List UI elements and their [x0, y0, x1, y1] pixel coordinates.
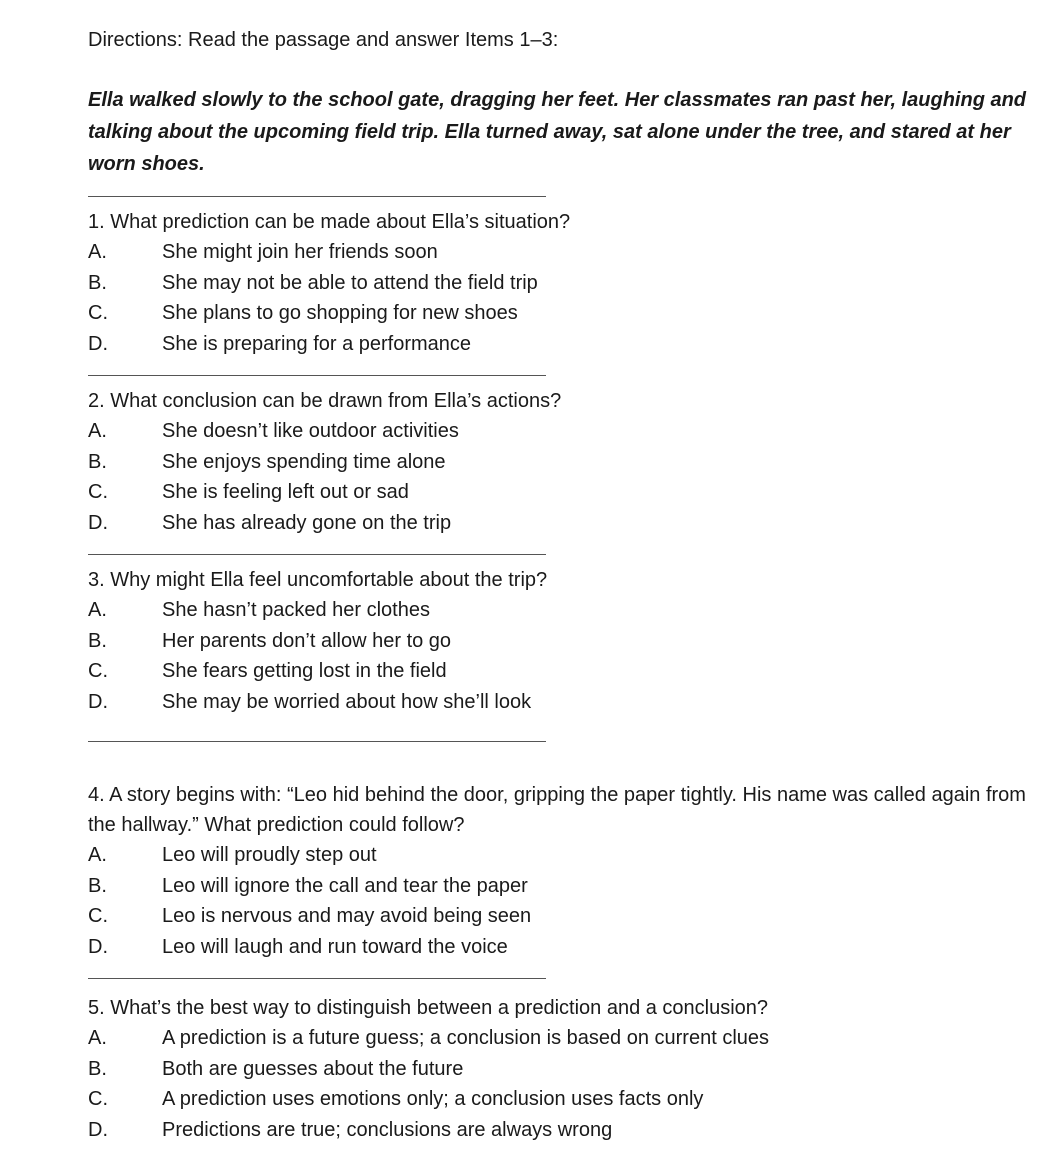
option-b: [88, 871, 1048, 902]
option-text: She plans to go shopping for new shoes: [162, 302, 518, 324]
option-text: She may not be able to attend the field trip: [162, 271, 538, 294]
option-letter: D.: [88, 332, 108, 355]
option-letter: A.: [88, 599, 107, 621]
option-letter: D.: [88, 935, 108, 958]
question-5: [88, 993, 1048, 1145]
option-c: [88, 901, 1048, 932]
divider: [88, 978, 546, 979]
option-text: Her parents don’t allow her to go: [162, 629, 452, 652]
option-letter: A.: [88, 1027, 107, 1049]
option-letter: D.: [88, 1118, 108, 1141]
option-text: Leo will proudly step out: [162, 844, 377, 866]
divider: [88, 741, 546, 742]
option-b: [88, 268, 1048, 299]
option-a: [88, 1023, 1048, 1054]
option-text: She has already gone on the trip: [162, 511, 452, 534]
divider: [88, 196, 546, 197]
options-list: [88, 1023, 1048, 1145]
question-text: 4. A story begins with: “Leo hid behind the door, gripping the paper tightly. His name was called again from the hallway.” What prediction could follow?: [88, 784, 1026, 836]
question-text: 1. What prediction can be made about Ella’s situation?: [88, 211, 571, 233]
option-d: [88, 508, 1048, 539]
option-letter: C.: [88, 660, 108, 682]
option-c: [88, 477, 1048, 508]
option-b: [88, 626, 1048, 657]
option-letter: B.: [88, 874, 107, 897]
question-1: [88, 207, 1048, 359]
option-c: [88, 656, 1048, 687]
option-a: [88, 595, 1048, 626]
options-list: [88, 840, 1048, 962]
divider: [88, 375, 546, 376]
option-text: A prediction uses emotions only; a conclusion uses facts only: [162, 1088, 704, 1110]
options-list: [88, 237, 1048, 359]
option-c: [88, 298, 1048, 329]
option-text: She is feeling left out or sad: [162, 481, 409, 503]
option-text: Both are guesses about the future: [162, 1057, 464, 1080]
options-list: [88, 595, 1048, 717]
directions: Directions: Read the passage and answer Items 1–3:: [88, 29, 559, 51]
options-list: [88, 416, 1048, 538]
option-c: [88, 1084, 1048, 1115]
option-text: Leo will ignore the call and tear the paper: [162, 874, 528, 897]
option-letter: C.: [88, 905, 108, 927]
option-letter: A.: [88, 420, 107, 442]
option-text: She might join her friends soon: [162, 241, 438, 263]
option-b: [88, 447, 1048, 478]
option-letter: D.: [88, 511, 108, 534]
worksheet: [88, 26, 1048, 1145]
option-d: [88, 932, 1048, 963]
option-letter: B.: [88, 1057, 107, 1080]
option-text: A prediction is a future guess; a conclusion is based on current clues: [162, 1027, 770, 1049]
option-letter: C.: [88, 481, 108, 503]
divider: [88, 554, 546, 555]
option-text: Leo is nervous and may avoid being seen: [162, 905, 532, 927]
option-d: [88, 1115, 1048, 1146]
question-text: 2. What conclusion can be drawn from Ella’s actions?: [88, 390, 562, 412]
option-letter: C.: [88, 302, 108, 324]
option-text: She fears getting lost in the field: [162, 660, 447, 682]
option-text: She enjoys spending time alone: [162, 450, 446, 473]
passage: Ella walked slowly to the school gate, dragging her feet. Her classmates ran past her, laughing and talking about the upcoming field trip. Ella turned away, sat alone under the tree, and stared at her worn shoes.: [88, 89, 1027, 175]
question-4: [88, 780, 1048, 962]
option-letter: B.: [88, 450, 107, 473]
option-text: Leo will laugh and run toward the voice: [162, 935, 508, 958]
option-text: She is preparing for a performance: [162, 332, 472, 355]
question-text: 3. Why might Ella feel uncomfortable about the trip?: [88, 569, 548, 591]
option-d: [88, 687, 1048, 718]
option-b: [88, 1054, 1048, 1085]
option-text: She hasn’t packed her clothes: [162, 599, 430, 621]
option-letter: B.: [88, 629, 107, 652]
option-letter: C.: [88, 1088, 108, 1110]
option-d: [88, 329, 1048, 360]
option-letter: A.: [88, 241, 107, 263]
question-2: [88, 386, 1048, 538]
question-3: [88, 565, 1048, 717]
option-a: [88, 416, 1048, 447]
option-a: [88, 840, 1048, 871]
option-letter: A.: [88, 844, 107, 866]
option-text: She doesn’t like outdoor activities: [162, 420, 459, 442]
option-text: She may be worried about how she’ll look: [162, 690, 532, 713]
option-text: Predictions are true; conclusions are always wrong: [162, 1118, 613, 1141]
question-text: 5. What’s the best way to distinguish between a prediction and a conclusion?: [88, 997, 769, 1019]
option-a: [88, 237, 1048, 268]
option-letter: D.: [88, 690, 108, 713]
option-letter: B.: [88, 271, 107, 294]
